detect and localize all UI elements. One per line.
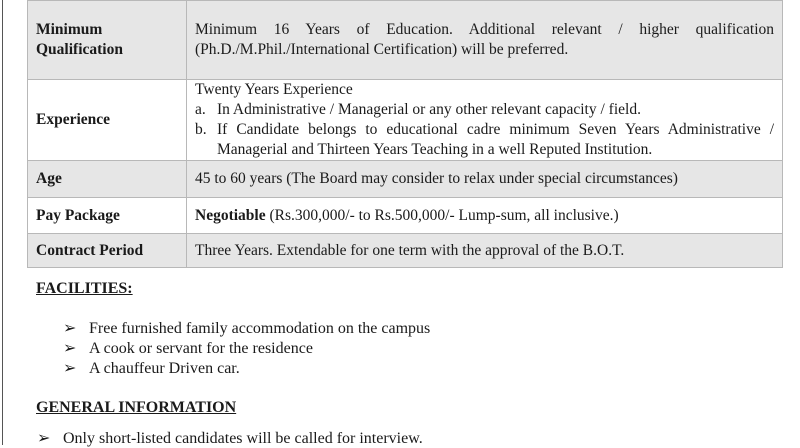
list-item [63, 338, 313, 358]
list-item [37, 428, 423, 448]
row-label: Minimum Qualification [28, 1, 187, 80]
job-requirements-table [27, 0, 783, 268]
row-label: Age [28, 161, 187, 198]
list-marker: a. [195, 101, 206, 118]
table-row [28, 1, 783, 80]
row-value: Minimum 16 Years of Education. Additional relevant / higher qualification (Ph.D./M.Phil./International Certification) will be preferred. [187, 1, 783, 80]
list-item [195, 100, 774, 120]
general-info-heading: GENERAL INFORMATION [36, 399, 237, 416]
table-row [28, 80, 783, 161]
row-label: Experience [28, 80, 187, 161]
table-row [28, 161, 783, 198]
pay-bold: Negotiable [195, 206, 266, 224]
list-text: Only short-listed candidates will be called for interview. [63, 430, 423, 447]
list-item [195, 120, 774, 160]
list-marker: b. [195, 121, 207, 138]
list-text: A chauffeur Driven car. [89, 360, 240, 377]
row-value [187, 198, 783, 234]
page-border [2, 0, 3, 445]
arrow-bullet-icon: ➢ [37, 430, 51, 447]
row-label: Pay Package [28, 198, 187, 234]
arrow-bullet-icon: ➢ [63, 360, 77, 377]
experience-intro: Twenty Years Experience [195, 81, 353, 98]
list-text: If Candidate belongs to educational cadre minimum Seven Years Administrative / Managerial and Thirteen Years Teaching in a well Reputed Institution. [217, 121, 774, 158]
list-text: A cook or servant for the residence [89, 340, 313, 357]
row-value: Three Years. Extendable for one term with the approval of the B.O.T. [187, 234, 783, 268]
table-row [28, 234, 783, 268]
list-text: Free furnished family accommodation on the campus [89, 320, 431, 337]
pay-detail: (Rs.300,000/- to Rs.500,000/- Lump-sum, all inclusive.) [265, 206, 619, 224]
arrow-bullet-icon: ➢ [63, 320, 77, 337]
row-value: 45 to 60 years (The Board may consider to relax under special circumstances) [187, 161, 783, 198]
row-label: Contract Period [28, 234, 187, 268]
row-value [187, 80, 783, 161]
arrow-bullet-icon: ➢ [63, 340, 77, 357]
list-text: In Administrative / Managerial or any other relevant capacity / field. [217, 101, 641, 118]
list-item [63, 358, 240, 378]
table-row [28, 198, 783, 234]
facilities-heading: FACILITIES: [36, 280, 133, 297]
list-item [63, 318, 430, 338]
